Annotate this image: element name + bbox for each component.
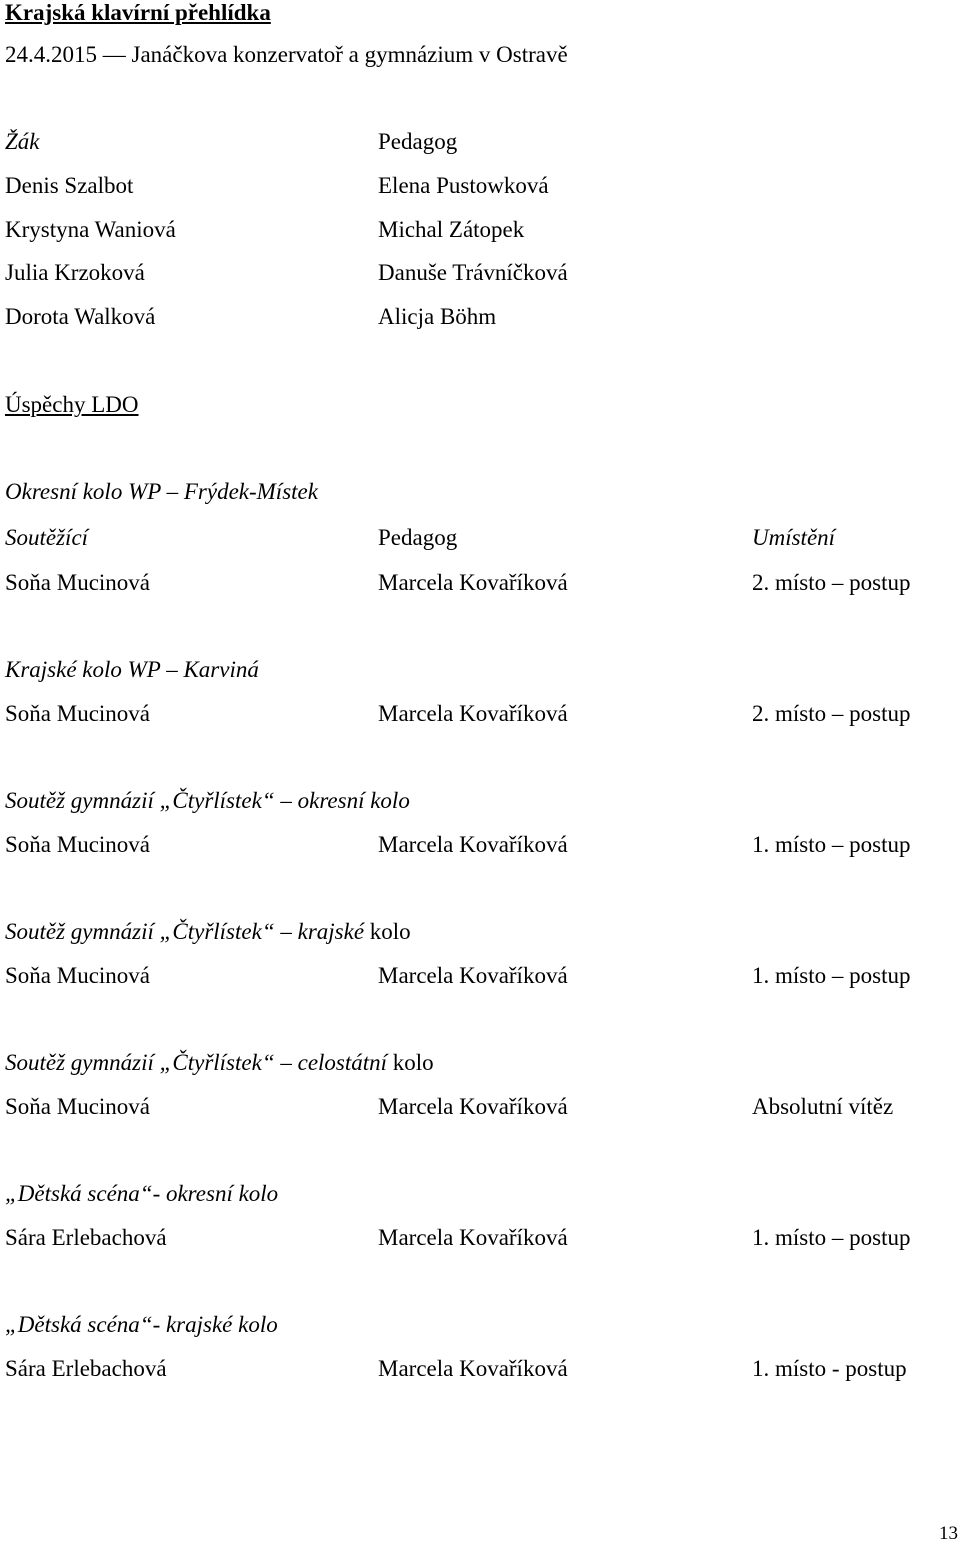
competition-title-italic: Soutěž gymnázií „Čtyřlístek“ – celostátní — [5, 1050, 388, 1075]
competition-title-suffix: kolo — [387, 1050, 434, 1075]
competition-title: „Dětská scéna“- okresní kolo — [5, 1181, 279, 1206]
competitor-name: Sára Erlebachová — [5, 1225, 167, 1250]
student-name: Krystyna Waniová — [5, 217, 176, 242]
teacher-name: Alicja Böhm — [378, 304, 497, 329]
event-date-location: 24.4.2015 ― Janáčkova konzervatoř a gymnázium v Ostravě — [5, 42, 568, 67]
placement-column-header: Umístění — [752, 525, 836, 550]
competition-title: „Dětská scéna“- krajské kolo — [5, 1312, 278, 1337]
competition-title — [5, 920, 411, 943]
competition-title: Okresní kolo WP – Frýdek-Místek — [5, 479, 318, 504]
placement: 2. místo – postup — [752, 701, 911, 726]
teacher-name: Michal Zátopek — [378, 217, 525, 242]
placement: Absolutní vítěz — [752, 1094, 894, 1119]
teacher-column-header: Pedagog — [378, 525, 458, 550]
teacher-name: Danuše Trávníčková — [378, 260, 568, 285]
competitor-name: Soňa Mucinová — [5, 701, 151, 726]
student-name: Julia Krzoková — [5, 260, 145, 285]
teacher-name: Marcela Kovaříková — [378, 832, 568, 857]
teacher-name: Marcela Kovaříková — [378, 1094, 568, 1119]
competition-title-suffix: kolo — [364, 919, 411, 944]
teacher-name: Marcela Kovaříková — [378, 1356, 568, 1381]
teacher-name: Elena Pustowková — [378, 173, 549, 198]
competitor-column-header: Soutěžící — [5, 525, 89, 550]
teacher-column-header: Pedagog — [378, 129, 458, 154]
placement: 1. místo – postup — [752, 1225, 911, 1250]
competition-title — [5, 1051, 434, 1074]
placement: 2. místo – postup — [752, 570, 911, 595]
student-name: Denis Szalbot — [5, 173, 134, 198]
teacher-name: Marcela Kovaříková — [378, 963, 568, 988]
page-number: 13 — [939, 1523, 958, 1544]
competitor-name: Soňa Mucinová — [5, 1094, 151, 1119]
placement: 1. místo – postup — [752, 832, 911, 857]
competitor-name: Soňa Mucinová — [5, 570, 151, 595]
teacher-name: Marcela Kovaříková — [378, 1225, 568, 1250]
document-title: Krajská klavírní přehlídka — [5, 0, 271, 25]
competition-title: Krajské kolo WP – Karviná — [5, 657, 259, 682]
student-name: Dorota Walková — [5, 304, 156, 329]
competitor-name: Sára Erlebachová — [5, 1356, 167, 1381]
competition-title-italic: Soutěž gymnázií „Čtyřlístek“ – krajské — [5, 919, 365, 944]
teacher-name: Marcela Kovaříková — [378, 701, 568, 726]
placement: 1. místo - postup — [752, 1356, 907, 1381]
placement: 1. místo – postup — [752, 963, 911, 988]
competitor-name: Soňa Mucinová — [5, 963, 151, 988]
competition-title: Soutěž gymnázií „Čtyřlístek“ – okresní kolo — [5, 788, 410, 813]
student-column-header: Žák — [5, 129, 40, 154]
successes-heading: Úspěchy LDO — [5, 392, 139, 417]
teacher-name: Marcela Kovaříková — [378, 570, 568, 595]
competitor-name: Soňa Mucinová — [5, 832, 151, 857]
